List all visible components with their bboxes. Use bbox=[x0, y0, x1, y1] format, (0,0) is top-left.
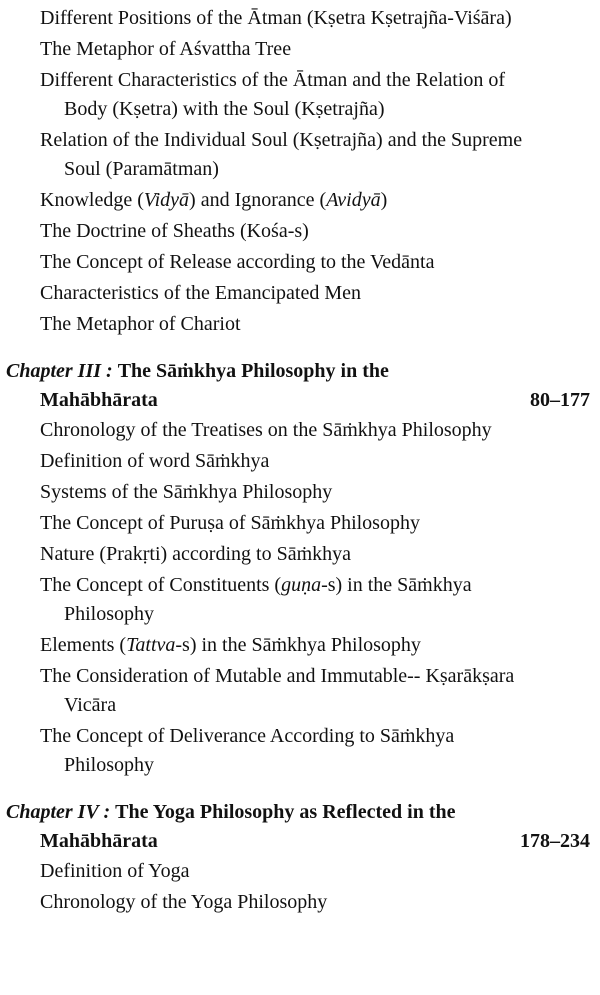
toc-entry: The Metaphor of Aśvattha Tree bbox=[40, 38, 292, 60]
chapter-label: Chapter IV : bbox=[6, 801, 116, 823]
toc-entry: Definition of Yoga bbox=[40, 860, 190, 882]
chapter-title: The Sāṁkhya Philosophy in the Mahābhārata bbox=[40, 360, 389, 411]
toc-entry: Different Characteristics of the Ātman and the Relation of Body (Kṣetra) with the Soul (Kṣetrajña) bbox=[40, 69, 506, 120]
toc-entry: The Concept of Deliverance According to Sāṁkhya Philosophy bbox=[40, 725, 455, 776]
chapter-3-heading bbox=[0, 357, 600, 415]
toc-entry: The Concept of Constituents (guṇa-s) in the Sāṁkhya Philosophy bbox=[40, 574, 472, 625]
toc-entry: Chronology of the Treatises on the Sāṁkhya Philosophy bbox=[40, 419, 492, 441]
chapter-pages: 178–234 bbox=[520, 830, 590, 852]
toc-entry: Definition of word Sāṁkhya bbox=[40, 450, 270, 472]
toc-entry: The Concept of Puruṣa of Sāṁkhya Philosophy bbox=[40, 512, 420, 534]
toc-entry: Different Positions of the Ātman (Kṣetra Kṣetrajña-Viśāra) bbox=[40, 7, 512, 29]
chapter-4-entries bbox=[0, 857, 600, 917]
chapter-4-heading bbox=[0, 798, 600, 856]
chapter-pages: 80–177 bbox=[530, 389, 590, 411]
toc-entry: Knowledge (Vidyā) and Ignorance (Avidyā) bbox=[40, 189, 388, 211]
chapter-label: Chapter III : bbox=[6, 360, 118, 382]
toc-entry: The Concept of Release according to the Vedānta bbox=[40, 251, 435, 273]
chapter-title: The Yoga Philosophy as Reflected in the Mahābhārata bbox=[40, 801, 456, 852]
toc-entry: Chronology of the Yoga Philosophy bbox=[40, 891, 328, 913]
toc-entry: The Consideration of Mutable and Immutable-- Kṣarākṣara Vicāra bbox=[40, 665, 515, 716]
toc-entry: The Doctrine of Sheaths (Kośa-s) bbox=[40, 220, 309, 242]
toc-entry: The Metaphor of Chariot bbox=[40, 313, 241, 335]
toc-entry: Elements (Tattva-s) in the Sāṁkhya Philosophy bbox=[40, 634, 421, 656]
toc-entry: Characteristics of the Emancipated Men bbox=[40, 282, 361, 304]
intro-entries bbox=[0, 4, 600, 339]
toc-entry: Systems of the Sāṁkhya Philosophy bbox=[40, 481, 333, 503]
chapter-3-entries bbox=[0, 416, 600, 780]
toc-entry: Nature (Prakṛti) according to Sāṁkhya bbox=[40, 543, 352, 565]
toc-entry: Relation of the Individual Soul (Kṣetrajña) and the Supreme Soul (Paramātman) bbox=[40, 129, 523, 180]
